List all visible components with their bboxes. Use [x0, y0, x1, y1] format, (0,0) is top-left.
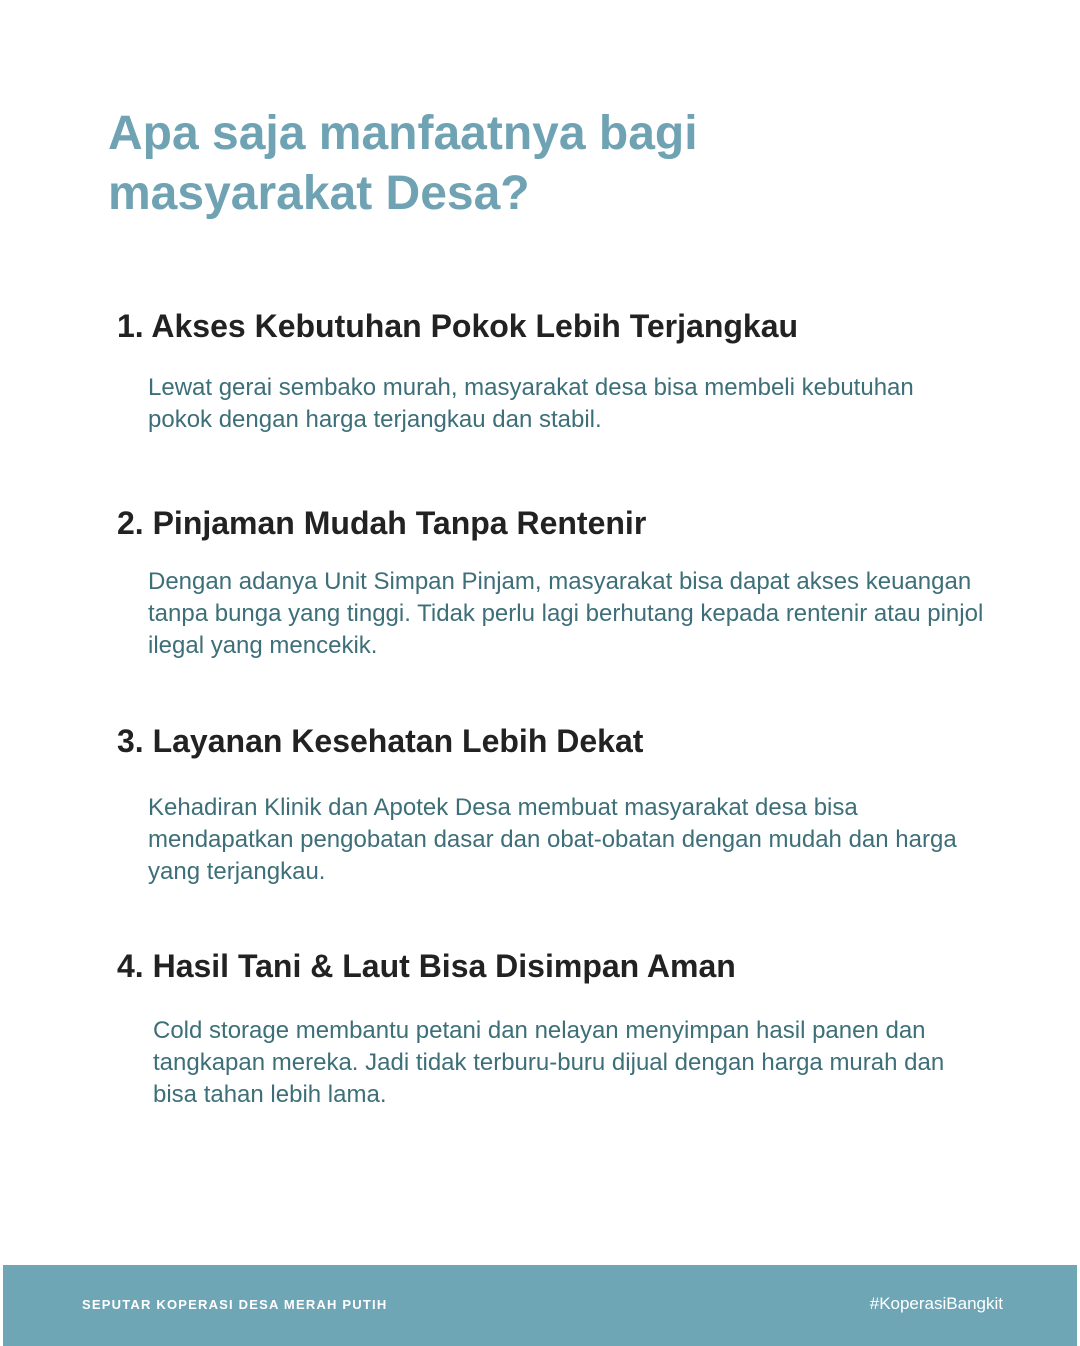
benefit-item-1	[117, 306, 948, 436]
footer-series-label: SEPUTAR KOPERASI DESA MERAH PUTIH	[82, 1297, 388, 1312]
benefit-heading: 1. Akses Kebutuhan Pokok Lebih Terjangkau	[117, 308, 799, 344]
benefit-heading: 2. Pinjaman Mudah Tanpa Rentenir	[117, 505, 647, 541]
benefit-heading: 4. Hasil Tani & Laut Bisa Disimpan Aman	[117, 948, 736, 984]
benefit-description: Cold storage membantu petani dan nelayan menyimpan hasil panen dan tangkapan mereka. Jadi tidak terburu-buru dijual dengan harga murah dan bisa tahan lebih lama.	[153, 1017, 945, 1108]
benefit-heading: 3. Layanan Kesehatan Lebih Dekat	[117, 723, 644, 759]
benefit-item-2	[117, 503, 988, 662]
benefit-item-4	[117, 946, 973, 1111]
benefit-item-3	[117, 721, 988, 888]
footer-bar	[3, 1265, 1077, 1346]
benefit-description: Dengan adanya Unit Simpan Pinjam, masyarakat bisa dapat akses keuangan tanpa bunga yang tinggi. Tidak perlu lagi berhutang kepada rentenir atau pinjol ilegal yang mencekik.	[148, 568, 984, 659]
footer-hashtag: #KoperasiBangkit	[869, 1294, 1003, 1313]
benefit-description: Kehadiran Klinik dan Apotek Desa membuat masyarakat desa bisa mendapatkan pengobatan dasar dan obat-obatan dengan mudah dan harga yang terjangkau.	[148, 794, 957, 885]
benefit-description: Lewat gerai sembako murah, masyarakat desa bisa membeli kebutuhan pokok dengan harga terjangkau dan stabil.	[148, 374, 914, 433]
page-title: Apa saja manfaatnya bagi masyarakat Desa?	[108, 107, 698, 220]
